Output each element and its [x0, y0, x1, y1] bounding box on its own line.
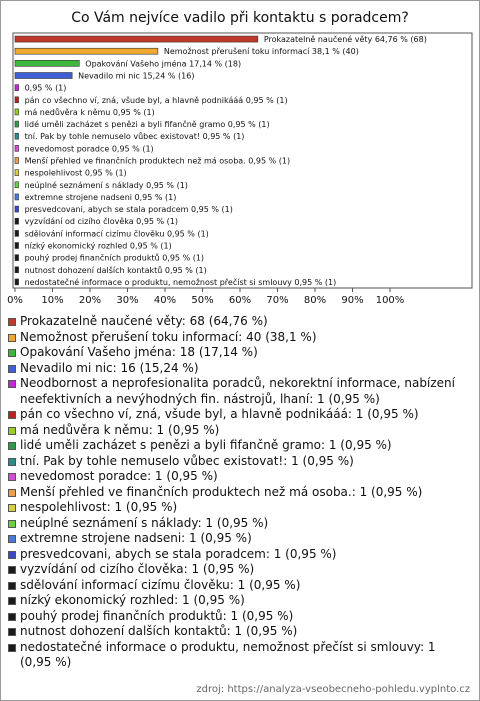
bar: [15, 194, 19, 200]
legend-item: [8, 609, 470, 625]
plot-area: [7, 33, 472, 306]
legend-swatch: [8, 566, 16, 574]
legend-item: [8, 547, 470, 563]
bar: [15, 158, 19, 164]
bar-label: Menší přehled ve finančních produktech než má osoba. 0,95 % (1): [24, 156, 291, 166]
bar-label: Nemožnost přerušení toku informací 38,1 % (40): [163, 47, 359, 57]
bar-label: nízký ekonomický rozhled 0,95 % (1): [24, 241, 172, 251]
legend-swatch: [8, 489, 16, 497]
legend-label: neúplné seznámení s náklady: 1 (0,95 %): [20, 515, 269, 530]
bar-label: presvedcovani, abych se stala poradcem 0,95 % (1): [24, 205, 233, 215]
legend-label: nedostatečné informace o produktu, nemožnost přečíst si smlouvy: 1 (0,95 %): [20, 639, 436, 669]
legend-swatch: [8, 427, 16, 435]
bar: [15, 48, 158, 54]
legend-label: vyzvídání od cizího člověka: 1 (0,95 %): [20, 562, 255, 576]
bar-label: nespolehlivost 0,95 % (1): [24, 168, 127, 178]
legend-swatch: [8, 380, 16, 388]
legend-label: nutnost dohození dalších kontaktů: 1 (0,95 %): [20, 624, 298, 638]
legend-item: [8, 562, 470, 578]
legend-swatch: [8, 318, 16, 326]
x-tick-label: 10%: [41, 295, 64, 306]
bar-label: nevedomost poradce 0,95 % (1): [24, 144, 154, 154]
legend-item: [8, 531, 470, 547]
legend-item: [8, 500, 470, 516]
bar: [15, 36, 258, 42]
legend-label: má nedůvěra k němu: 1 (0,95 %): [20, 422, 220, 437]
bar: [15, 279, 19, 285]
bar-label: neúplné seznámení s náklady 0,95 % (1): [24, 180, 188, 190]
legend-item: [8, 485, 470, 501]
legend-label: lidé uměli zacházet s penězi a byli fifančně gramo: 1 (0,95 %): [20, 438, 392, 452]
legend-label: Opakování Vašeho jména: 18 (17,14 %): [20, 345, 258, 359]
source-note: zdroj: https://analyza-vseobecneho-pohledu.vyplnto.cz: [196, 684, 470, 695]
legend-swatch: [8, 628, 16, 636]
legend-item: [8, 438, 470, 454]
bar-label: nutnost dohození dalších kontaktů 0,95 % (1): [24, 265, 207, 275]
bar: [15, 230, 19, 236]
bar-label: má nedůvěra k němu 0,95 % (1): [24, 107, 155, 117]
bar-label: Nevadilo mi nic 15,24 % (16): [78, 71, 195, 81]
bar-label: pouhý prodej finančních produktů 0,95 % (1): [24, 253, 205, 263]
legend-item: [8, 593, 470, 609]
legend-item: [8, 345, 470, 361]
legend-item: [8, 376, 470, 407]
legend-item: [8, 454, 470, 470]
legend-item: [8, 330, 470, 346]
legend-item: [8, 314, 470, 330]
legend-item: [8, 624, 470, 640]
bar-label: Prokazatelně naučené věty 64,76 % (68): [263, 35, 427, 45]
legend-swatch: [8, 349, 16, 357]
bar: [15, 255, 19, 261]
bar-label: Opakování Vašeho jména 17,14 % (18): [85, 59, 242, 69]
bar-label: tní. Pak by tohle nemuselo vůbec existovat! 0,95 % (1): [24, 132, 245, 142]
legend-label: Nevadilo mi nic: 16 (15,24 %): [20, 360, 199, 375]
legend-label: tní. Pak by tohle nemuselo vůbec existovat!: 1 (0,95 %): [20, 453, 354, 468]
bar: [15, 109, 19, 115]
x-tick-label: 100%: [375, 295, 405, 306]
legend-swatch: [8, 365, 16, 373]
legend-swatch: [8, 334, 16, 342]
legend-swatch: [8, 442, 16, 450]
legend-swatch: [8, 613, 16, 621]
bar-label: vyzvídání od cizího člověka 0,95 % (1): [24, 217, 179, 227]
bar-label: extremne strojene nadseni 0,95 % (1): [24, 192, 177, 202]
legend-label: nevedomost poradce: 1 (0,95 %): [20, 469, 218, 483]
x-tick-label: 70%: [266, 295, 289, 306]
legend-item: [8, 361, 470, 377]
bar: [15, 182, 19, 188]
legend-swatch: [8, 458, 16, 466]
bar-label: nedostatečné informace o produktu, nemožnost přečíst si smlouvy 0,95 % (1): [24, 277, 337, 287]
legend-label: extremne strojene nadseni: 1 (0,95 %): [20, 531, 252, 545]
legend-item: [8, 423, 470, 439]
legend-label: Prokazatelně naučené věty: 68 (64,76 %): [20, 314, 268, 328]
legend-item: [8, 640, 470, 671]
legend-swatch: [8, 535, 16, 543]
bar-label: sdělování informací cizímu člověku 0,95 % (1): [24, 229, 209, 239]
bar: [15, 267, 19, 273]
legend-item: [8, 578, 470, 594]
bar: [15, 218, 19, 224]
x-tick-label: 40%: [153, 295, 177, 306]
chart-legend: [8, 314, 470, 671]
legend-item: [8, 469, 470, 485]
legend-label: pán co všechno ví, zná, všude byl, a hlavně podnikááá: 1 (0,95 %): [20, 407, 419, 421]
bar-chart: [0, 0, 480, 310]
bar: [15, 60, 79, 66]
legend-swatch: [8, 644, 16, 652]
x-tick-label: 90%: [341, 295, 364, 306]
x-tick-label: 30%: [116, 295, 139, 306]
legend-label: Nemožnost přerušení toku informací: 40 (38,1 %): [20, 329, 317, 344]
legend-item: [8, 407, 470, 423]
bar: [15, 145, 19, 151]
legend-swatch: [8, 582, 16, 590]
bar-label: 0,95 % (1): [24, 83, 67, 93]
legend-swatch: [8, 597, 16, 605]
bar: [15, 170, 19, 176]
legend-swatch: [8, 520, 16, 528]
legend-label: sdělování informací cizímu člověku: 1 (0,95 %): [20, 577, 301, 592]
legend-label: Menší přehled ve finančních produktech než má osoba.: 1 (0,95 %): [20, 484, 423, 499]
x-tick-label: 20%: [78, 295, 102, 306]
x-tick-label: 60%: [228, 295, 252, 306]
legend-label: nespolehlivost: 1 (0,95 %): [20, 500, 178, 514]
legend-swatch: [8, 411, 16, 419]
bar-label: lidé uměli zacházet s penězi a byli fifančně gramo 0,95 % (1): [24, 120, 270, 130]
bar: [15, 73, 72, 79]
bar: [15, 243, 19, 249]
x-tick-label: 80%: [303, 295, 327, 306]
legend-swatch: [8, 473, 16, 481]
bar: [15, 85, 19, 91]
bar-label: pán co všechno ví, zná, všude byl, a hlavně podnikááá 0,95 % (1): [24, 95, 288, 105]
bar: [15, 97, 19, 103]
legend-label: Neodbornost a neprofesionalita poradců, nekorektní informace, nabízení neefektivních a nevýhodných fin. nástrojů, lhaní: 1 (0,95 %): [20, 376, 455, 406]
x-tick-label: 0%: [7, 295, 23, 306]
x-tick-label: 50%: [191, 295, 214, 306]
legend-swatch: [8, 551, 16, 559]
legend-swatch: [8, 504, 16, 512]
legend-item: [8, 516, 470, 532]
legend-label: presvedcovani, abych se stala poradcem: 1 (0,95 %): [20, 546, 337, 561]
bar: [15, 206, 19, 212]
legend-label: nízký ekonomický rozhled: 1 (0,95 %): [20, 593, 245, 607]
chart-title: Co Vám nejvíce vadilo při kontaktu s poradcem?: [71, 10, 409, 26]
bar: [15, 121, 19, 127]
bar: [15, 133, 19, 139]
legend-label: pouhý prodej finančních produktů: 1 (0,95 %): [20, 608, 294, 623]
